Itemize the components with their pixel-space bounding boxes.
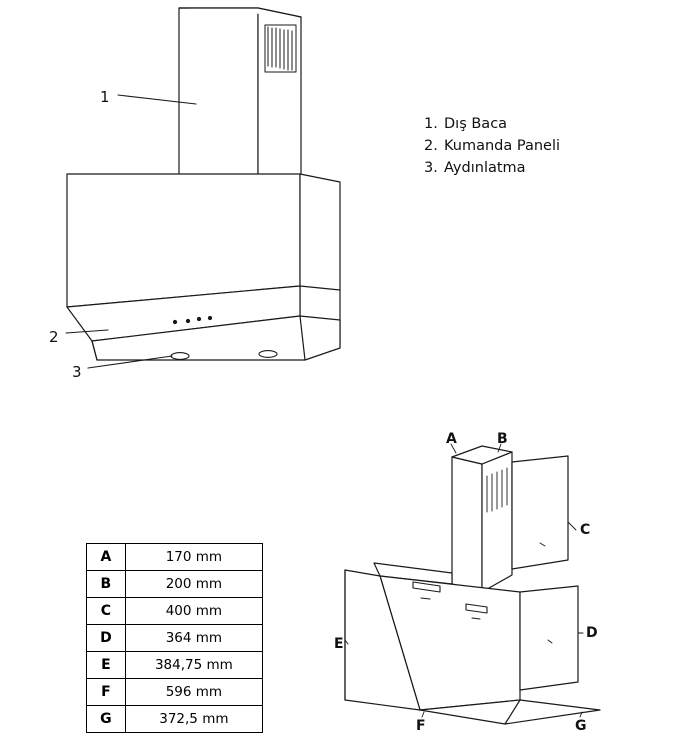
table-row — [87, 679, 263, 706]
callout-label-3: 3 — [72, 363, 82, 381]
legend-item-3-label: Aydınlatma — [444, 160, 526, 176]
exploded-label-b: B — [497, 431, 508, 447]
dimension-key-b: B — [87, 571, 126, 598]
exploded-label-c: C — [580, 522, 591, 538]
table-row — [87, 625, 263, 652]
dimension-key-e: E — [87, 652, 126, 679]
exploded-label-g: G — [575, 718, 587, 734]
dimension-value-b: 200 mm — [125, 571, 262, 598]
callout-label-2: 2 — [49, 328, 59, 346]
dimension-key-c: C — [87, 598, 126, 625]
table-row — [87, 652, 263, 679]
dimension-value-f: 596 mm — [125, 679, 262, 706]
legend-item-3 — [424, 157, 644, 179]
exploded-label-f: F — [416, 718, 426, 734]
callout-label-1: 1 — [100, 88, 110, 106]
legend-item-2-label: Kumanda Paneli — [444, 138, 561, 154]
dimension-key-a: A — [87, 544, 126, 571]
dimension-value-e: 384,75 mm — [125, 652, 262, 679]
dimension-key-d: D — [87, 625, 126, 652]
exploded-label-e: E — [334, 636, 344, 652]
dimension-key-g: G — [87, 706, 126, 733]
legend-list — [424, 113, 644, 179]
exploded-label-d: D — [586, 625, 598, 641]
legend-item-3-number: 3. — [424, 160, 438, 176]
legend-item-2-number: 2. — [424, 138, 438, 154]
dimension-value-c: 400 mm — [125, 598, 262, 625]
table-row — [87, 598, 263, 625]
dimensions-table — [86, 543, 263, 733]
legend-item-2 — [424, 135, 644, 157]
legend-item-1-label: Dış Baca — [444, 116, 508, 132]
main-hood-illustration — [66, 8, 340, 368]
dimension-value-g: 372,5 mm — [125, 706, 262, 733]
dimension-value-a: 170 mm — [125, 544, 262, 571]
table-row — [87, 571, 263, 598]
dimension-key-f: F — [87, 679, 126, 706]
legend-item-1 — [424, 113, 644, 135]
table-row — [87, 544, 263, 571]
exploded-label-a: A — [446, 431, 457, 447]
table-row — [87, 706, 263, 733]
dimension-value-d: 364 mm — [125, 625, 262, 652]
exploded-dimension-illustration — [345, 444, 600, 724]
legend-item-1-number: 1. — [424, 116, 438, 132]
